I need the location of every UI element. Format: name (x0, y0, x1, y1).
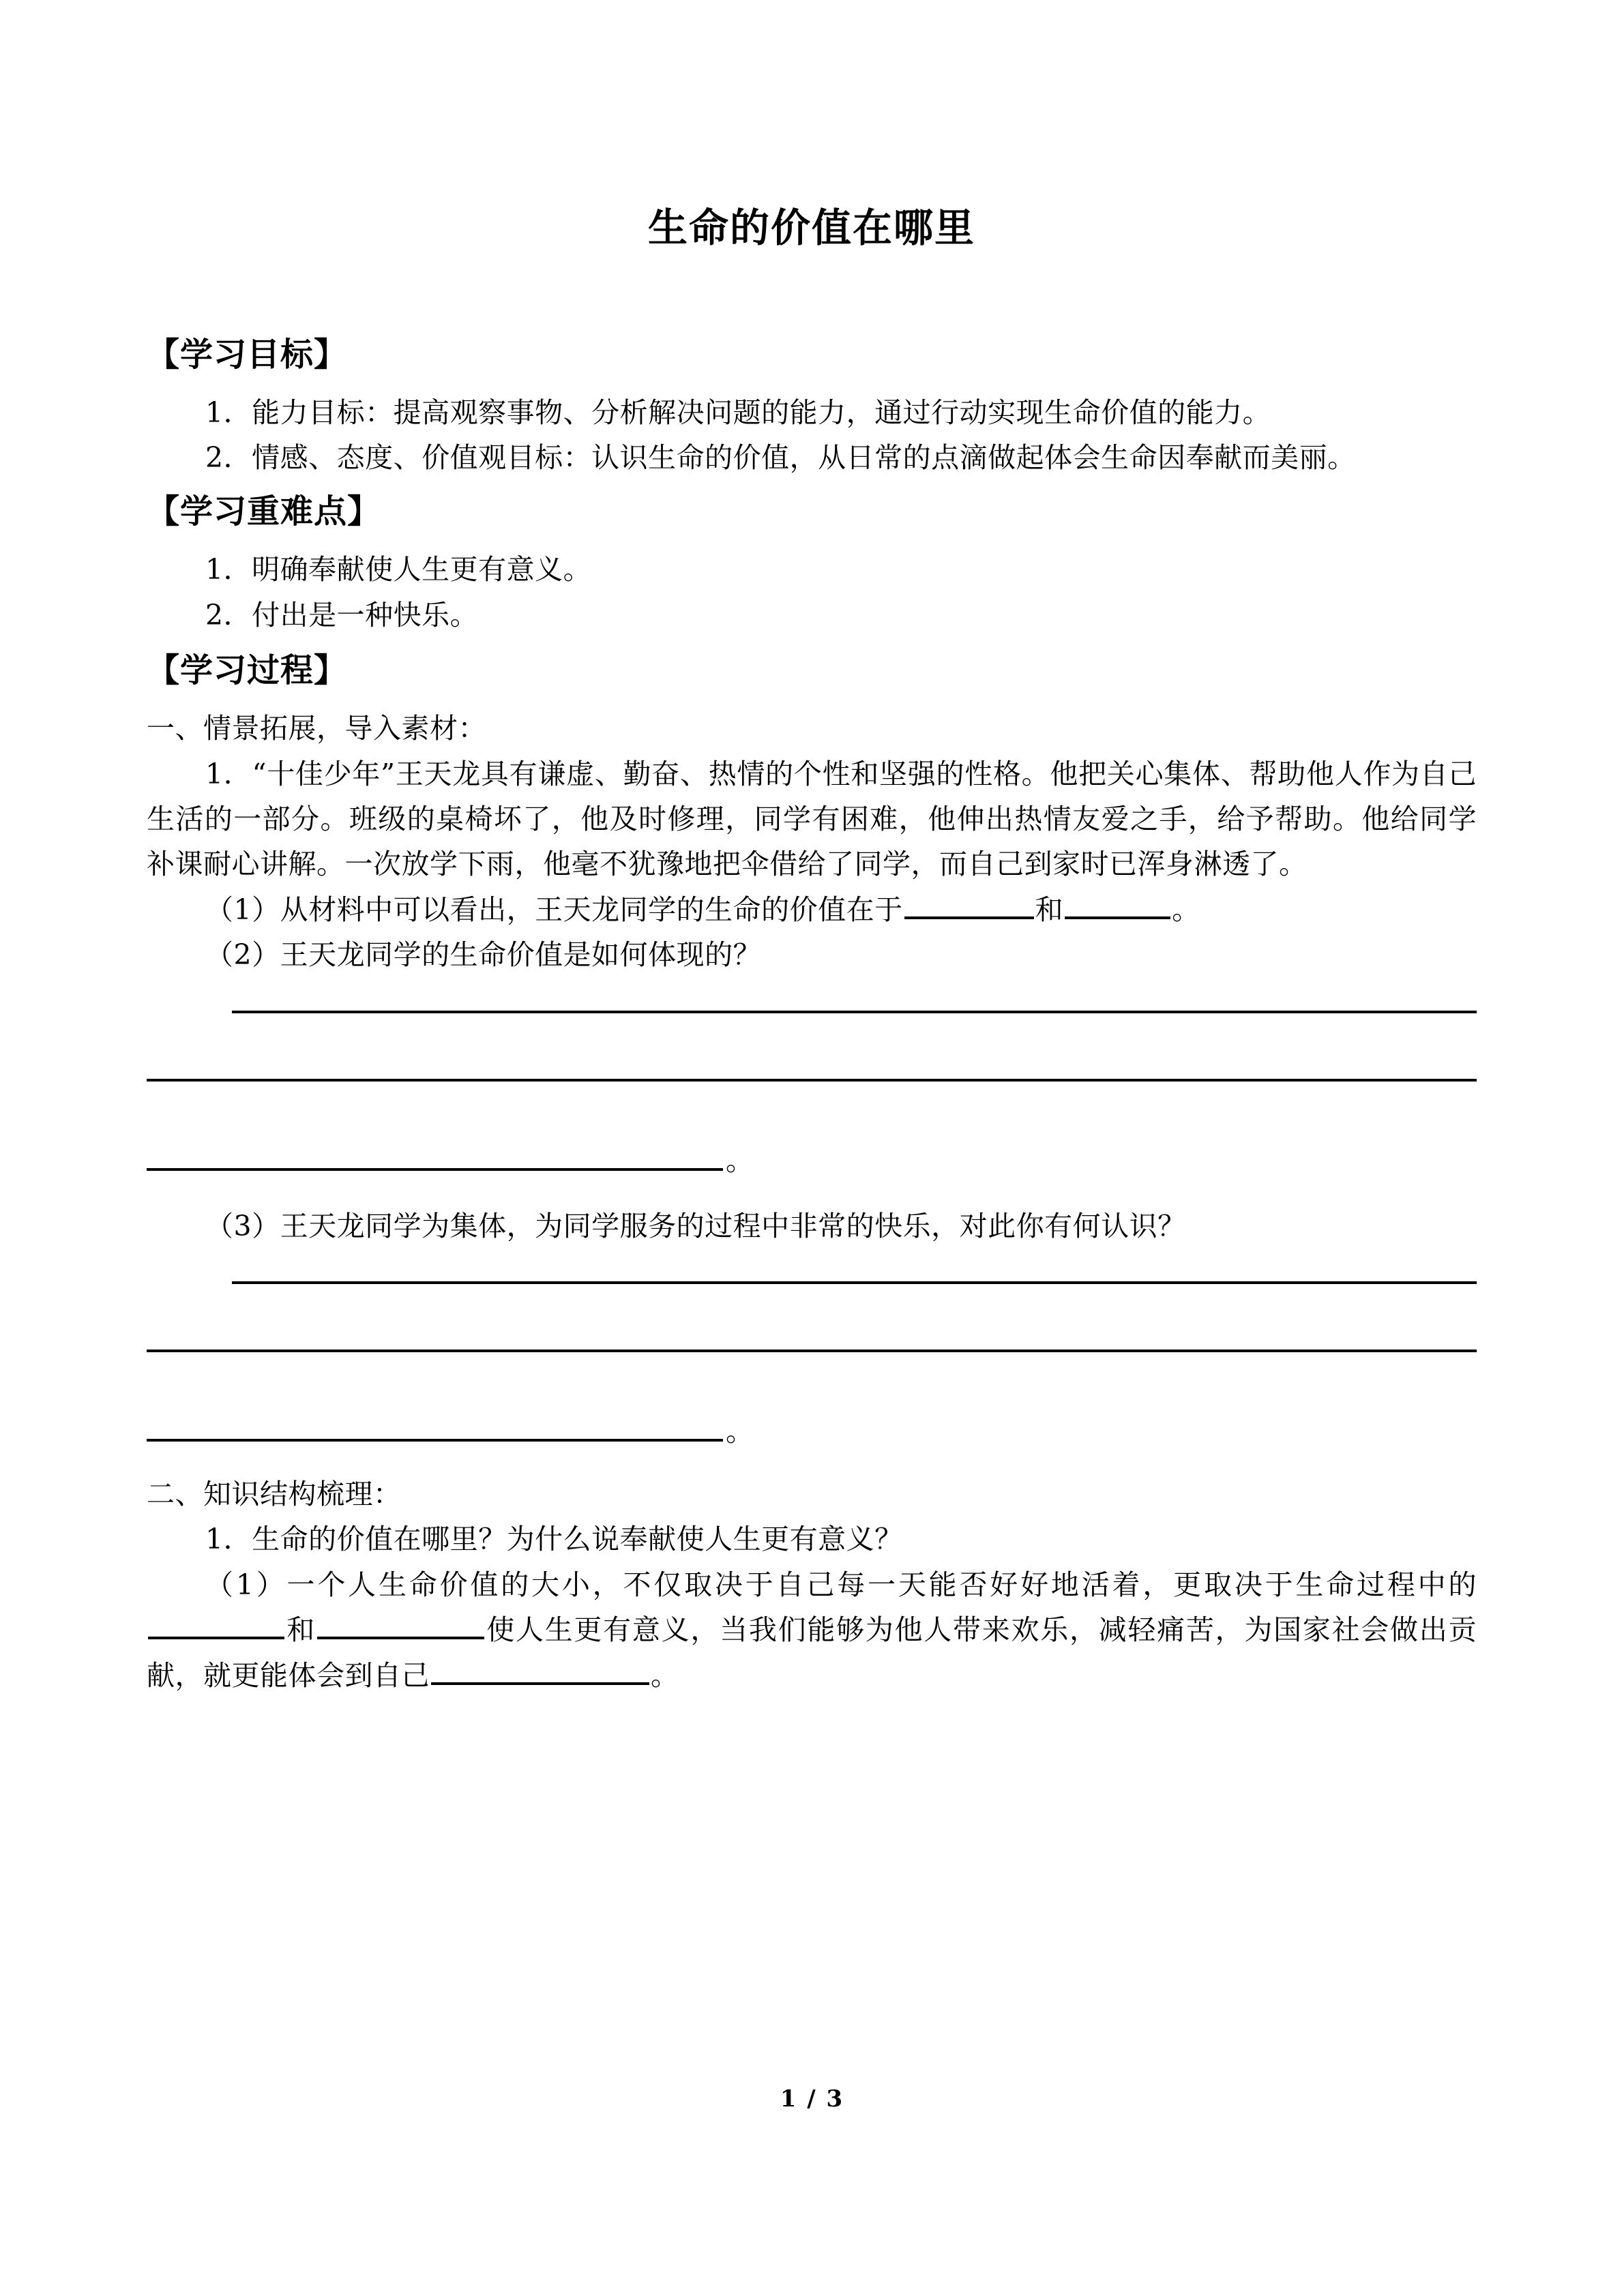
part-two-question-1: 1．生命的价值在哪里？为什么说奉献使人生更有意义？ (205, 1523, 903, 1556)
section-heading-key-points: 【学习重难点】 (147, 492, 381, 531)
page-footer: 1 / 3 (780, 2085, 844, 2113)
section-heading-process: 【学习过程】 (147, 651, 348, 690)
key-point-item-1: 1．明确奉献使人生更有意义。 (205, 553, 592, 586)
answer-line-row (147, 1079, 1477, 1082)
fill-text-seg-3: 使人生更有意义，当我们能够为他人带来欢乐，减轻痛苦，为国家社会做出贡献，就更能体会到自己 (147, 1613, 1477, 1692)
answer-line[interactable] (147, 1350, 1477, 1352)
answer-line-row (147, 1144, 1477, 1177)
part-two-title: 二、知识结构梳理： (147, 1478, 402, 1511)
answer-line[interactable] (147, 1439, 723, 1442)
question-1-text-before: （1）从材料中可以看出，王天龙同学的生命的价值在于 (205, 893, 903, 926)
spacer (147, 375, 1477, 390)
question-1-blank-2[interactable] (1065, 889, 1170, 919)
answer-end-mark: 。 (726, 1415, 754, 1448)
answer-line-row (232, 1011, 1477, 1013)
question-1-text-middle: 和 (1035, 893, 1064, 926)
answer-line-row (147, 1415, 1477, 1448)
spacer (147, 691, 1477, 706)
answer-line[interactable] (147, 1079, 1477, 1082)
part-one-question-2: （2）王天龙同学的生命价值是如何体现的？ (205, 938, 762, 972)
part-two-fill-paragraph (147, 1562, 1477, 1698)
question-3-answer-area (147, 1281, 1477, 1448)
spacer (147, 532, 1477, 547)
objective-item-1: 1．能力目标：提高观察事物、分析解决问题的能力，通过行动实现生命价值的能力。 (205, 396, 1271, 429)
document-body (147, 0, 1477, 1698)
key-point-item-2: 2．付出是一种快乐。 (205, 598, 479, 631)
section-heading-objectives: 【学习目标】 (147, 335, 348, 374)
answer-line-row (232, 1281, 1477, 1284)
part-one-question-1 (147, 887, 1477, 932)
part-one-title: 一、情景拓展，导入素材： (147, 712, 486, 745)
objective-item-2: 2．情感、态度、价值观目标：认识生命的价值，从日常的点滴做起体会生命因奉献而美丽。 (205, 441, 1356, 474)
spacer (147, 1082, 1477, 1147)
fill-blank-2[interactable] (317, 1609, 484, 1639)
spacer (147, 1013, 1477, 1079)
part-one-question-3: （3）王天龙同学为集体，为同学服务的过程中非常的快乐，对此你有何认识？ (205, 1209, 1186, 1242)
fill-text-seg-1: （1）一个人生命价值的大小，不仅取决于自己每一天能否好好地活着，更取决于生命过程中的 (205, 1568, 1477, 1601)
part-one-material: 1．“十佳少年”王天龙具有谦虚、勤奋、热情的个性和坚强的性格。他把关心集体、帮助他人作为自己生活的一部分。班级的桌椅坏了，他及时修理，同学有困难，他伸出热情友爱之手，给予帮助。他给同学补课耐心讲解。一次放学下雨，他毫不犹豫地把伞借给了同学，而自己到家时已浑身淋透了。 (147, 757, 1477, 881)
answer-line[interactable] (232, 1281, 1477, 1284)
question-2-answer-area (147, 1011, 1477, 1177)
fill-text-seg-4: 。 (651, 1658, 679, 1692)
spacer (147, 1352, 1477, 1418)
spacer (147, 1284, 1477, 1350)
question-1-text-after: 。 (1172, 893, 1200, 926)
answer-line[interactable] (147, 1168, 723, 1171)
answer-end-mark: 。 (726, 1144, 754, 1177)
question-1-blank-1[interactable] (904, 889, 1034, 919)
page-title: 生命的价值在哪里 (647, 205, 975, 251)
fill-text-seg-2: 和 (286, 1613, 316, 1647)
fill-blank-3[interactable] (431, 1655, 649, 1685)
answer-line-row (147, 1350, 1477, 1352)
fill-blank-1[interactable] (148, 1609, 284, 1639)
answer-line[interactable] (232, 1011, 1477, 1013)
